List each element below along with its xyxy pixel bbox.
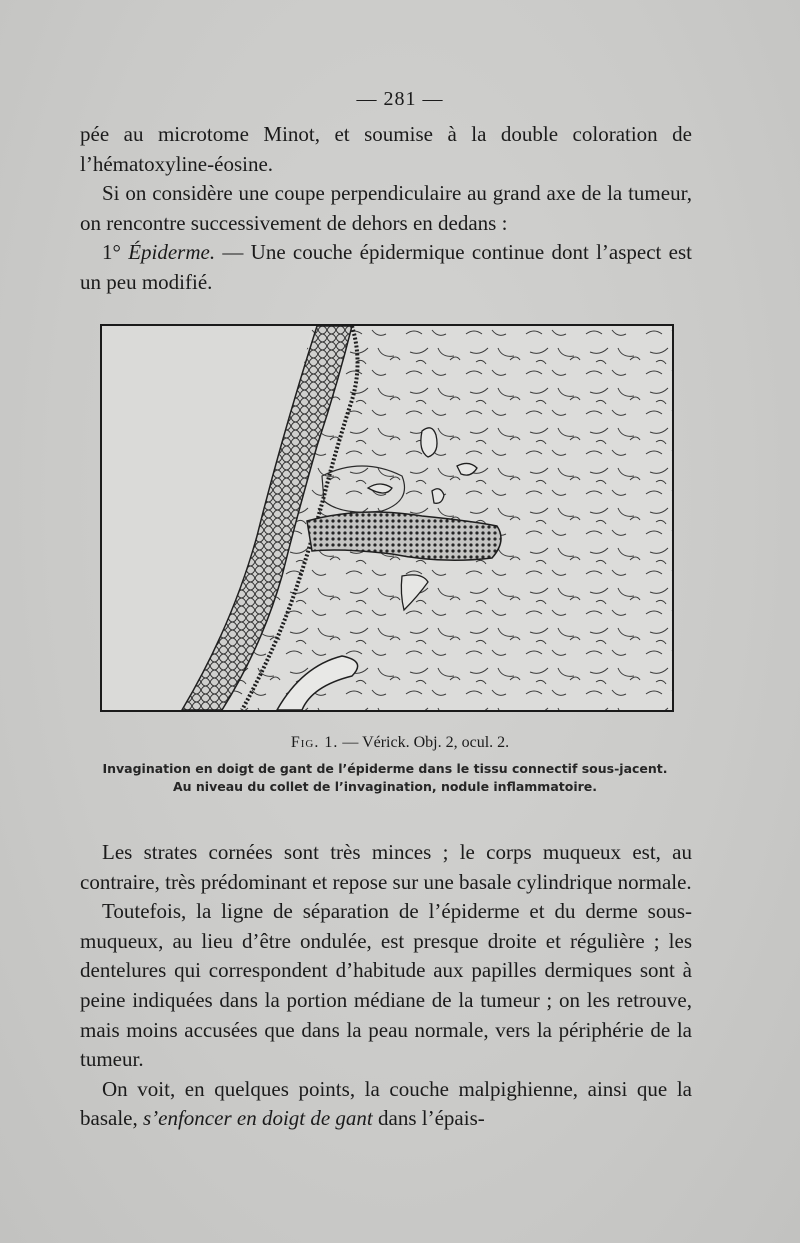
paragraph-epiderme (80, 238, 692, 297)
section-number: 1° (102, 240, 121, 265)
vessel-3 (432, 489, 444, 504)
figure-caption-line-1: Invagination en doigt de gant de l’épiderme dans le tissu connectif sous-jacent. (102, 761, 668, 776)
section-heading-epiderme: Épiderme. (128, 240, 216, 265)
bottom-text-block (80, 838, 692, 1134)
figure-caption-line-2: Au niveau du collet de l’invagination, nodule inflammatoire. (172, 779, 598, 794)
paragraph-strates: Les strates cornées sont très minces ; le corps muqueux est, au contraire, très prédominant et repose sur une basale cylindrique normale. (80, 840, 692, 894)
paragraph-perpendicular-section: Si on considère une coupe perpendiculaire au grand axe de la tumeur, on rencontre successivement de dehors en dedans : (80, 181, 692, 235)
paragraph-on-voit-start: On voit, en quelques points, la couche malpighienne, ainsi que la basale, (80, 1076, 692, 1131)
figure-label (0, 734, 800, 752)
section-text: — Une couche épidermique continue dont l’aspect est un peu modifié. (80, 240, 692, 294)
figure-number: Fig. 1. (290, 734, 339, 751)
histology-illustration (102, 326, 672, 710)
vessel-1 (421, 428, 437, 457)
figure-caption (0, 760, 770, 796)
histology-figure (100, 324, 674, 712)
paragraph-toutefois: Toutefois, la ligne de séparation de l’épiderme et du derme sous-muqueux, au lieu d’être ondulée, est presque droite et régulière ; les dentelures qui correspondent d’habitude aux papilles dermiques sont à peine indiquées dans la portion médiane de la tumeur ; on les retrouve, mais moins accusées que dans la peau normale, vers la périphérie de la tumeur. (80, 899, 692, 1072)
paragraph-continuation: pée au microtome Minot, et soumise à la double coloration de l’hématoxyline-éosine. (80, 122, 692, 176)
page-number: — 281 — (356, 88, 444, 110)
paragraph-on-voit (80, 1075, 692, 1134)
top-text-block (80, 120, 692, 298)
figure-magnification: — Vérick. Obj. 2, ocul. 2. (338, 734, 510, 751)
paragraph-on-voit-italic: s’enfoncer en doigt de gant (142, 1106, 373, 1131)
paragraph-on-voit-end: dans l’épais- (372, 1106, 485, 1131)
